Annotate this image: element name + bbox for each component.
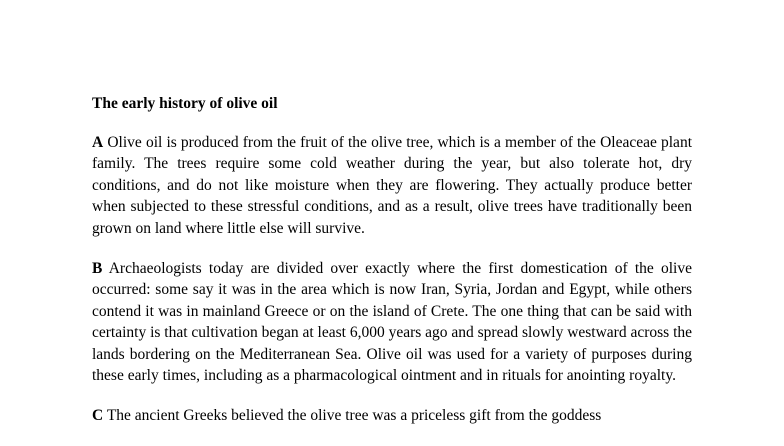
document-title: The early history of olive oil [92,95,278,112]
paragraph-letter: C [92,407,104,425]
paragraph-text: Olive oil is produced from the fruit of the olive tree, which is a member of the Oleaceae plant family. The trees require some cold weather during the year, but also tolerate hot, dry conditions, and do not like moisture when they are flowering. They actually produce better when subjected to these stressful conditions, and as a result, olive trees have traditionally been grown on land where little else will survive. [92,134,692,237]
paragraph-a [92,132,692,239]
paragraph-letter: A [92,134,104,151]
paragraph-text: Archaeologists today are divided over exactly where the first domestication of the olive occurred: some say it was in the area which is now Iran, Syria, Jordan and Egypt, while others contend it was in mainland Greece or on the island of Crete. The one thing that can be said with certainty is that cultivation began at least 6,000 years ago and spread slowly westward across the lands bordering on the Mediterranean Sea. Olive oil was used for a variety of purposes during these early times, including as a pharmacological ointment and in rituals for anointing royalty. [92,260,693,385]
document-page [92,93,692,446]
paragraph-b [92,258,692,386]
paragraph-letter: B [92,260,103,278]
paragraph-text: The ancient Greeks believed the olive tree was a priceless gift from the goddess [106,407,602,425]
paragraph-c [92,405,692,426]
